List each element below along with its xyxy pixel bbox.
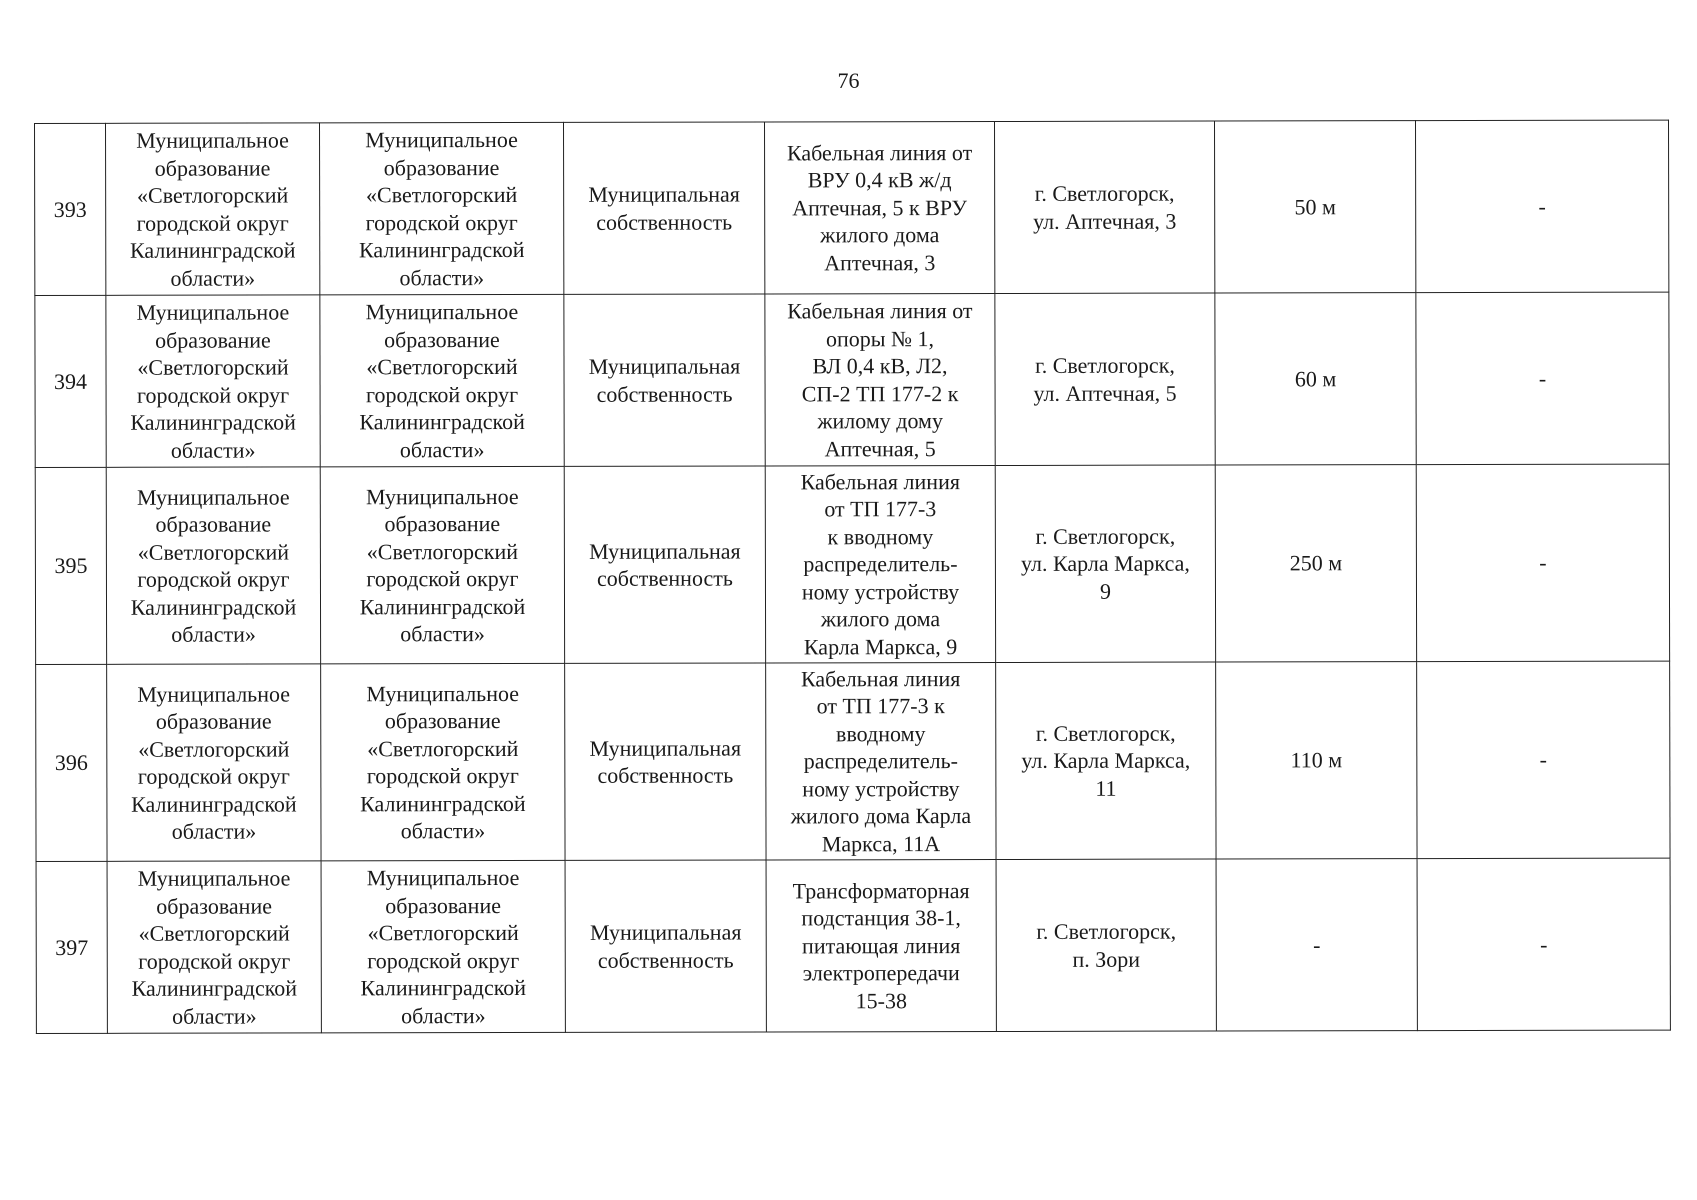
property-registry-table [34, 120, 1671, 1034]
note-cell: - [1416, 464, 1669, 662]
note-cell: - [1417, 661, 1670, 859]
owner-cell: Муниципальное образование «Светлогорский городской округ Калининградской области» [107, 861, 321, 1033]
note-cell: - [1416, 292, 1669, 465]
note-cell: - [1417, 858, 1670, 1031]
ownership-cell: Муниципальная собственность [563, 122, 764, 294]
row-number-cell: 395 [35, 467, 106, 664]
table-row [35, 292, 1669, 467]
row-number-cell: 397 [36, 861, 107, 1033]
row-number-cell: 393 [35, 123, 106, 295]
owner-cell: Муниципальное образование «Светлогорский городской округ Калининградской области» [106, 123, 320, 295]
row-number-cell: 394 [35, 295, 106, 467]
holder-cell: Муниципальное образование «Светлогорский городской округ Калининградской области» [320, 466, 564, 664]
address-cell: г. Светлогорск, ул. Аптечная, 5 [995, 293, 1215, 465]
page-number: 76 [837, 68, 860, 93]
object-description-cell: Кабельная линия от опоры № 1, ВЛ 0,4 кВ, Л2, СП-2 ТП 177-2 к жилому дому Аптечная, 5 [765, 293, 995, 465]
object-description-cell: Кабельная линия от ТП 177-3 к вводному распределитель- ному устройству жилого дома Карла Маркса, 11А [766, 662, 996, 859]
length-cell: 250 м [1215, 465, 1416, 662]
object-description-cell: Кабельная линия от ТП 177-3 к вводному распределитель- ному устройству жилого дома Карла Маркса, 9 [765, 465, 995, 662]
address-cell: г. Светлогорск, ул. Аптечная, 3 [994, 121, 1214, 293]
owner-cell: Муниципальное образование «Светлогорский городской округ Калининградской области» [107, 664, 321, 861]
owner-cell: Муниципальное образование «Светлогорский городской округ Калининградской области» [106, 295, 320, 467]
ownership-cell: Муниципальная собственность [564, 466, 765, 663]
table-row [36, 661, 1670, 861]
holder-cell: Муниципальное образование «Светлогорский городской округ Калининградской области» [321, 860, 565, 1033]
ownership-cell: Муниципальная собственность [565, 860, 766, 1032]
length-cell: 60 м [1215, 293, 1416, 465]
table-row [35, 464, 1669, 664]
holder-cell: Муниципальное образование «Светлогорский городской округ Калининградской области» [320, 122, 564, 295]
table-row [36, 858, 1670, 1033]
object-description-cell: Трансформаторная подстанция 38-1, питающая линия электропередачи 15-38 [766, 859, 996, 1031]
length-cell: - [1216, 859, 1417, 1031]
holder-cell: Муниципальное образование «Светлогорский городской округ Калининградской области» [320, 294, 564, 467]
table-row [35, 120, 1669, 295]
note-cell: - [1415, 120, 1668, 293]
address-cell: г. Светлогорск, ул. Карла Маркса, 11 [996, 662, 1216, 859]
address-cell: г. Светлогорск, ул. Карла Маркса, 9 [995, 465, 1215, 662]
object-description-cell: Кабельная линия от ВРУ 0,4 кВ ж/д Аптечная, 5 к ВРУ жилого дома Аптечная, 3 [764, 121, 994, 293]
ownership-cell: Муниципальная собственность [565, 663, 766, 860]
length-cell: 110 м [1216, 662, 1417, 859]
length-cell: 50 м [1214, 121, 1415, 293]
holder-cell: Муниципальное образование «Светлогорский городской округ Калининградской области» [321, 663, 565, 861]
ownership-cell: Муниципальная собственность [564, 294, 765, 466]
row-number-cell: 396 [36, 664, 107, 861]
owner-cell: Муниципальное образование «Светлогорский городской округ Калининградской области» [106, 467, 320, 664]
address-cell: г. Светлогорск, п. Зори [996, 859, 1216, 1031]
